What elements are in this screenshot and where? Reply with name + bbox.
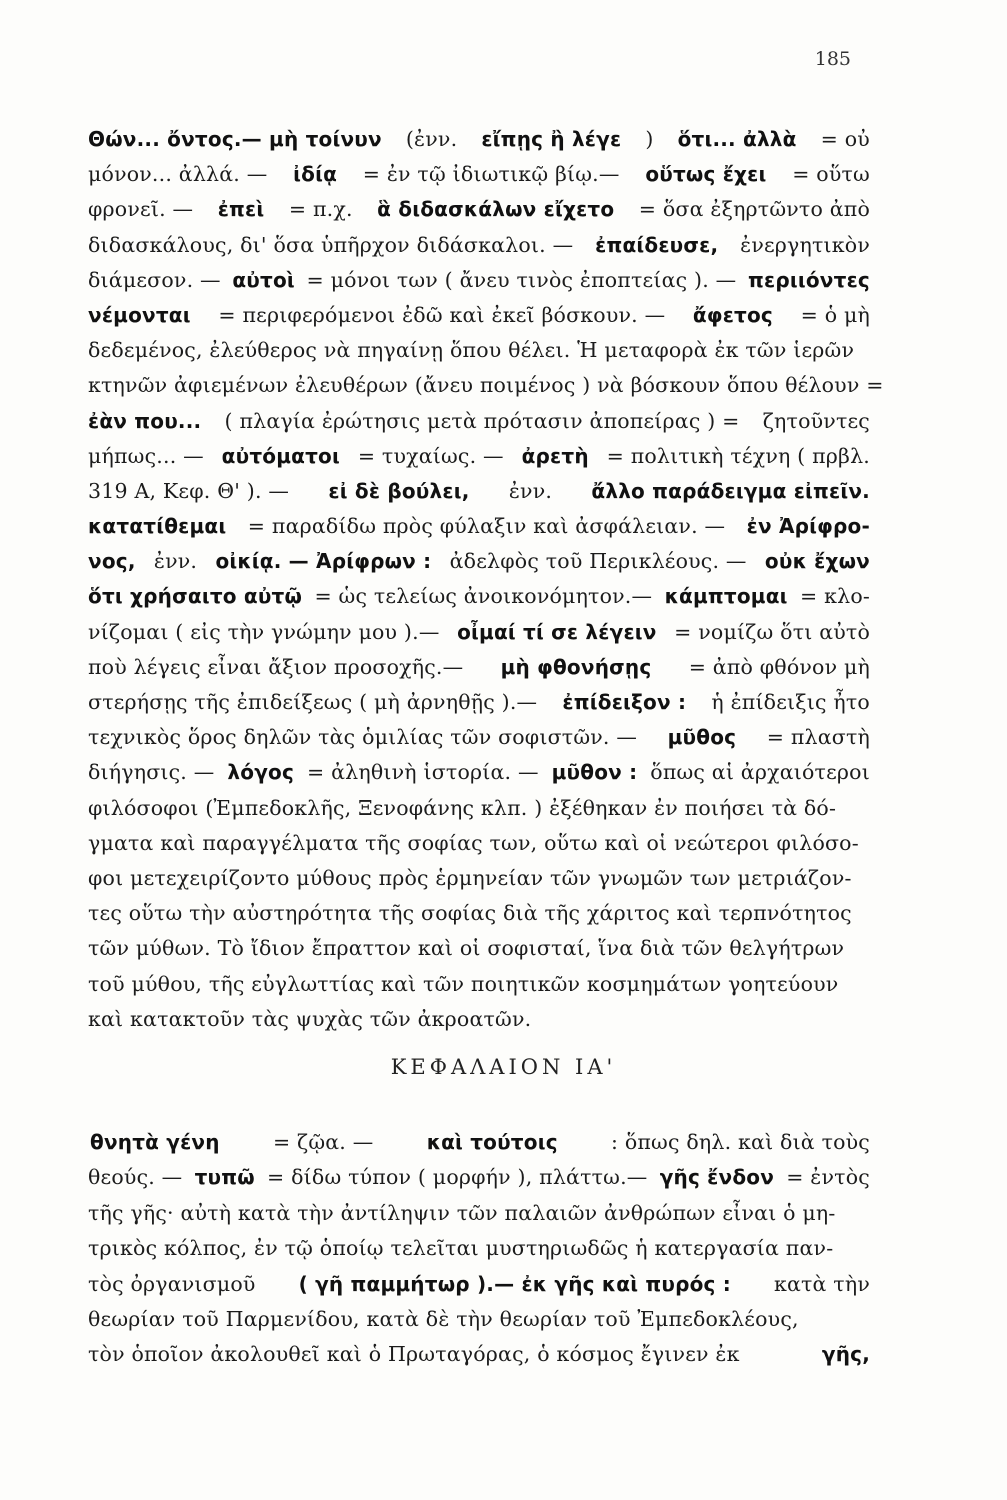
text-line bbox=[88, 1160, 870, 1195]
gloss-text: τοῦ μύθου, τῆς εὐγλωττίας καὶ τῶν ποιητικῶν κοσμημάτων γοητεύουν bbox=[88, 971, 839, 996]
text-line bbox=[88, 298, 870, 333]
lemma-term: νέμονται bbox=[88, 302, 191, 327]
text-line bbox=[88, 685, 870, 720]
gloss-text: καὶ κατακτοῦν τὰς ψυχὰς τῶν ἀκροατῶν. bbox=[88, 1006, 532, 1031]
gloss-text: = π.χ. bbox=[288, 197, 353, 222]
gloss-text: = ἀπὸ φθόνον μὴ bbox=[688, 654, 870, 679]
text-line bbox=[88, 650, 870, 685]
text-line bbox=[88, 474, 870, 509]
text-line bbox=[88, 1337, 870, 1372]
lemma-term: οἶμαί τί σε λέγειν bbox=[457, 619, 657, 644]
gloss-text: = τυχαίως. — bbox=[357, 443, 504, 468]
lemma-term: καὶ τούτοις bbox=[426, 1130, 558, 1154]
lemma-term: μῦθος bbox=[667, 725, 737, 750]
gloss-text: = ὁ μὴ bbox=[800, 302, 870, 327]
lemma-term: ἄφετος bbox=[692, 302, 773, 327]
gloss-text: = μόνοι των ( ἄνευ τινὸς ἐποπτείας ). — bbox=[306, 267, 737, 292]
gloss-text: διήγησις. — bbox=[88, 760, 215, 785]
lemma-term: ( γῆ παμμήτωρ ).— ἐκ γῆς καὶ πυρός : bbox=[298, 1271, 731, 1296]
gloss-text: φοι μετεχειρίζοντο μύθους πρὸς ἑρμηνείαν τῶν γνωμῶν των μετριάζον- bbox=[88, 865, 852, 890]
lemma-term: ἄλλο παράδειγμα εἰπεῖν. bbox=[591, 478, 870, 503]
gloss-text: τὸς ὀργανισμοῦ bbox=[88, 1271, 256, 1296]
text-line bbox=[88, 861, 870, 896]
text-line bbox=[88, 1125, 870, 1160]
gloss-text: ( πλαγία ἐρώτησις μετὰ πρότασιν ἀποπείρας ) = bbox=[224, 408, 740, 433]
commentary-section-2 bbox=[88, 1125, 870, 1373]
text-line bbox=[88, 1002, 870, 1037]
text-line bbox=[88, 755, 870, 790]
lemma-term: ἐν Ἀρίφρο- bbox=[746, 514, 870, 539]
lemma-term: οὕτως ἔχει bbox=[645, 162, 767, 187]
lemma-term: ἃ διδασκάλων εἴχετο bbox=[377, 197, 615, 222]
text-line bbox=[88, 791, 870, 826]
lemma-term: ἐπίδειξον : bbox=[562, 690, 687, 714]
lemma-term: μῦθον : bbox=[551, 760, 638, 785]
lemma-term: ἰδίᾳ bbox=[293, 162, 338, 187]
gloss-text: = ὅσα ἐξηρτῶντο ἀπὸ bbox=[638, 197, 870, 222]
text-line bbox=[88, 1196, 870, 1231]
gloss-text: = δίδω τύπον ( μορφήν ), πλάττω.— bbox=[267, 1165, 648, 1190]
gloss-text: θεούς. — bbox=[88, 1165, 183, 1190]
text-line bbox=[88, 720, 870, 755]
gloss-text: φρονεῖ. — bbox=[88, 197, 194, 222]
lemma-term: οἰκίᾳ. — Ἀρίφρων : bbox=[215, 549, 432, 574]
text-line bbox=[88, 439, 870, 474]
gloss-text: τὸν ὁποῖον ἀκολουθεῖ καὶ ὁ Πρωταγόρας, ὁ κόσμος ἔγινεν ἐκ bbox=[88, 1342, 740, 1367]
text-line bbox=[88, 1302, 870, 1337]
gloss-text: = πλαστὴ bbox=[766, 725, 870, 750]
gloss-text: = ἀληθινὴ ἱστορία. — bbox=[307, 760, 539, 785]
gloss-text: ποὺ λέγεις εἶναι ἄξιον προσοχῆς.— bbox=[88, 654, 464, 679]
gloss-text: ) bbox=[645, 127, 654, 151]
gloss-text: κτηνῶν ἀφιεμένων ἐλευθέρων (ἄνευ ποιμένος ) νὰ βόσκουν ὅπου θέλουν = bbox=[88, 373, 884, 398]
gloss-text: θεωρίαν τοῦ Παρμενίδου, κατὰ δὲ τὴν θεωρίαν τοῦ Ἐμπεδοκλέους, bbox=[88, 1306, 799, 1331]
text-line bbox=[88, 157, 870, 192]
lemma-term: ἀρετὴ bbox=[521, 443, 589, 468]
gloss-text: κατὰ τὴν bbox=[773, 1271, 870, 1296]
commentary-section-1 bbox=[88, 122, 884, 1037]
text-line bbox=[88, 404, 870, 439]
gloss-text: = ὡς τελείως ἀνοικονόμητον.— bbox=[314, 584, 653, 609]
lemma-term: εἴπῃς ἢ λέγε bbox=[481, 127, 622, 151]
text-line bbox=[88, 579, 870, 614]
lemma-term: κατατίθεμαι bbox=[88, 514, 227, 539]
gloss-text: ἐνν. bbox=[508, 478, 553, 503]
gloss-text: ζητοῦντες bbox=[762, 408, 870, 433]
gloss-text: δεδεμένος, ἐλεύθερος νὰ πηγαίνῃ ὅπου θέλει. Ἡ μεταφορὰ ἐκ τῶν ἱερῶν bbox=[88, 338, 855, 363]
gloss-text: γματα καὶ παραγγέλματα τῆς σοφίας των, οὕτω καὶ οἱ νεώτεροι φιλόσο- bbox=[88, 830, 859, 855]
chapter-heading: ΚΕΦΑΛΑΙΟΝ ΙΑ' bbox=[390, 1055, 617, 1079]
gloss-text: = οὕτω bbox=[792, 162, 870, 187]
gloss-text: = νομίζω ὅτι αὐτὸ bbox=[674, 619, 870, 644]
gloss-text: : ὅπως δηλ. καὶ διὰ τοὺς bbox=[611, 1130, 870, 1154]
gloss-text: μήπως... — bbox=[88, 443, 204, 468]
gloss-text: = ἐν τῷ ἰδιωτικῷ βίῳ.— bbox=[362, 162, 620, 187]
gloss-text: ἐνν. bbox=[153, 549, 198, 574]
gloss-text: τρικὸς κόλπος, ἐν τῷ ὁποίῳ τελεῖται μυστηριωδῶς ἡ κατεργασία παν- bbox=[88, 1236, 834, 1261]
page-number: 185 bbox=[814, 48, 851, 70]
gloss-text: τῆς γῆς· αὐτὴ κατὰ τὴν ἀντίληψιν τῶν παλαιῶν ἀνθρώπων εἶναι ὁ μη- bbox=[88, 1200, 836, 1225]
text-line bbox=[88, 826, 870, 861]
gloss-text: διάμεσον. — bbox=[88, 267, 221, 292]
text-line bbox=[88, 615, 870, 650]
text-line bbox=[88, 931, 870, 966]
lemma-term: κάμπτομαι bbox=[664, 584, 788, 609]
gloss-text: ὅπως αἱ ἀρχαιότεροι bbox=[650, 760, 870, 785]
gloss-text: = ἐντὸς bbox=[786, 1165, 870, 1190]
gloss-text: (ἐνν. bbox=[405, 127, 458, 151]
text-line bbox=[88, 228, 870, 263]
gloss-text: = πολιτικὴ τέχνη ( πρβλ. bbox=[606, 443, 870, 468]
lemma-term: ἐπεὶ bbox=[217, 197, 265, 222]
gloss-text: τεχνικὸς ὅρος δηλῶν τὰς ὁμιλίας τῶν σοφιστῶν. — bbox=[88, 725, 638, 750]
text-line bbox=[88, 333, 870, 368]
lemma-term: γῆς, bbox=[821, 1342, 870, 1367]
text-line bbox=[88, 967, 870, 1002]
lemma-term: αὐτοὶ bbox=[232, 267, 295, 292]
lemma-term: γῆς ἔνδον bbox=[659, 1165, 775, 1190]
lemma-term: λόγος bbox=[227, 760, 295, 785]
gloss-text: = οὐ bbox=[820, 127, 870, 151]
text-line bbox=[88, 122, 870, 157]
gloss-text: μόνον... ἀλλά. — bbox=[88, 162, 268, 187]
gloss-text: = κλο- bbox=[800, 584, 870, 609]
gloss-text: διδασκάλους, δι' ὅσα ὑπῆρχον διδάσκαλοι. — bbox=[88, 232, 574, 257]
gloss-text: στερήσῃς τῆς ἐπιδείξεως ( μὴ ἀρνηθῇς ).— bbox=[88, 690, 538, 714]
lemma-term: ἐὰν που... bbox=[88, 408, 202, 433]
gloss-text: = περιφερόμενοι ἐδῶ καὶ ἐκεῖ βόσκουν. — bbox=[218, 302, 666, 327]
gloss-text: ἡ ἐπίδειξις ἦτο bbox=[711, 690, 870, 714]
lemma-term: ὅτι χρήσαιτο αὐτῷ bbox=[88, 584, 303, 609]
text-line bbox=[88, 509, 870, 544]
gloss-text: φιλόσοφοι (Ἐμπεδοκλῆς, Ξενοφάνης κλπ. ) ἐξέθηκαν ἐν ποιήσει τὰ δό- bbox=[88, 795, 837, 820]
lemma-term: ὅτι... ἀλλὰ bbox=[677, 127, 797, 151]
lemma-term: περιιόντες bbox=[747, 267, 870, 292]
text-line bbox=[88, 368, 884, 403]
gloss-text: ἀδελφὸς τοῦ Περικλέους. — bbox=[449, 549, 747, 574]
lemma-term: Θών... ὄντος.— μὴ τοίνυν bbox=[88, 127, 382, 151]
gloss-text: 319 Α, Κεφ. Θ' ). — bbox=[88, 478, 290, 503]
text-line bbox=[88, 192, 870, 227]
gloss-text: = ζῷα. — bbox=[272, 1130, 374, 1154]
text-line bbox=[88, 1267, 870, 1302]
gloss-text: τες οὕτω τὴν αὐστηρότητα τῆς σοφίας διὰ τῆς χάριτος καὶ τερπνότητος bbox=[88, 901, 852, 926]
lemma-term: εἰ δὲ βούλει, bbox=[328, 478, 470, 503]
gloss-text: = παραδίδω πρὸς φύλαξιν καὶ ἀσφάλειαν. — bbox=[247, 514, 726, 539]
gloss-text: τῶν μύθων. Τὸ ἴδιον ἔπραττον καὶ οἱ σοφισταί, ἵνα διὰ τῶν θελγήτρων bbox=[88, 936, 845, 961]
gloss-text: νίζομαι ( εἰς τὴν γνώμην μου ).— bbox=[88, 619, 440, 644]
lemma-term: αὐτόματοι bbox=[221, 443, 340, 468]
text-line bbox=[88, 896, 870, 931]
lemma-term: ἐπαίδευσε, bbox=[595, 232, 719, 257]
text-line bbox=[88, 263, 870, 298]
lemma-term: νος, bbox=[88, 549, 136, 574]
gloss-text: ἐνεργητικὸν bbox=[740, 232, 870, 257]
text-line bbox=[88, 1231, 870, 1266]
lemma-term: τυπῶ bbox=[194, 1165, 255, 1190]
text-line bbox=[88, 544, 870, 579]
lemma-term: θνητὰ γένη bbox=[90, 1130, 220, 1154]
lemma-term: οὐκ ἔχων bbox=[764, 549, 870, 574]
lemma-term: μὴ φθονήσῃς bbox=[500, 654, 652, 679]
